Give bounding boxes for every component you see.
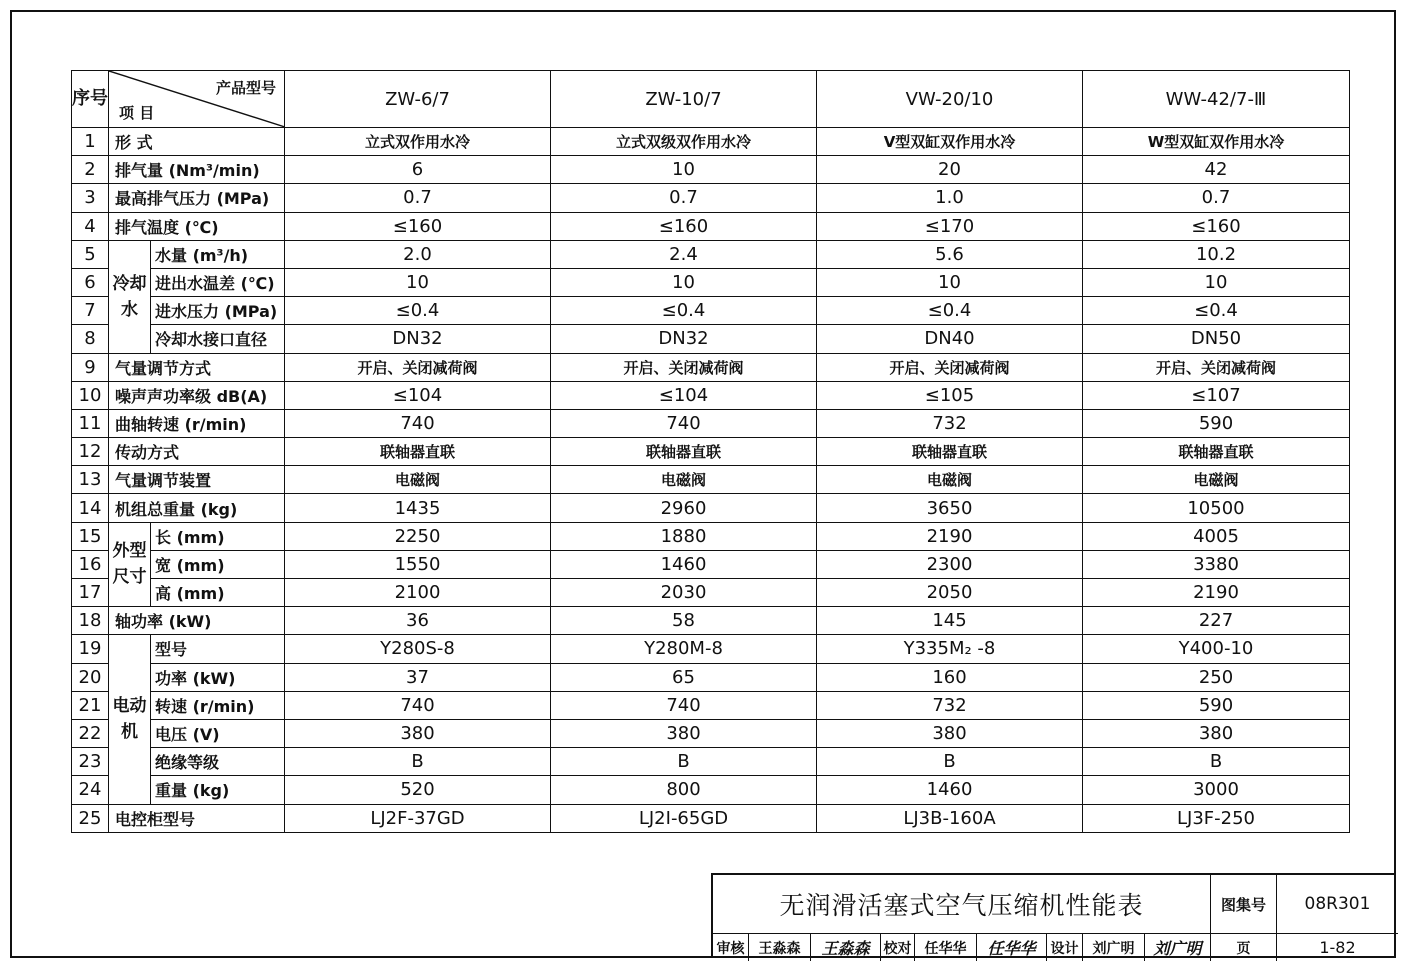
value-cell: Y280S-8 bbox=[285, 635, 551, 663]
value-cell: 开启、关闭减荷阀 bbox=[285, 353, 551, 381]
diagonal-header bbox=[109, 71, 285, 128]
row-label: 重量 (kg) bbox=[151, 776, 285, 804]
row-label: 型号 bbox=[151, 635, 285, 663]
value-cell: ≤104 bbox=[551, 381, 817, 409]
page-number: 1-82 bbox=[1319, 938, 1356, 957]
row-number: 14 bbox=[72, 494, 109, 522]
value-cell: ≤104 bbox=[285, 381, 551, 409]
row-label: 进出水温差 (℃) bbox=[151, 268, 285, 296]
row-number: 9 bbox=[72, 353, 109, 381]
value-cell: 开启、关闭减荷阀 bbox=[817, 353, 1083, 381]
value-cell: 65 bbox=[551, 663, 817, 691]
review-name: 王淼森 bbox=[749, 934, 811, 961]
value-cell: ≤160 bbox=[551, 212, 817, 240]
value-cell: DN32 bbox=[551, 325, 817, 353]
value-cell: 2.0 bbox=[285, 240, 551, 268]
row-label: 绝缘等级 bbox=[151, 748, 285, 776]
table-row bbox=[72, 409, 1350, 437]
value-cell: 4005 bbox=[1083, 522, 1350, 550]
value-cell: ≤0.4 bbox=[285, 297, 551, 325]
value-cell: 2190 bbox=[817, 522, 1083, 550]
value-cell: 732 bbox=[817, 691, 1083, 719]
row-label: 曲轴转速 (r/min) bbox=[109, 409, 285, 437]
value-cell: 1460 bbox=[551, 550, 817, 578]
performance-table bbox=[71, 70, 1350, 833]
row-label: 形 式 bbox=[109, 128, 285, 156]
check-label: 校对 bbox=[881, 934, 915, 961]
row-label: 转速 (r/min) bbox=[151, 691, 285, 719]
group-dimensions: 外型尺寸 bbox=[109, 522, 151, 607]
model-col-3: VW-20/10 bbox=[817, 71, 1083, 128]
table-row bbox=[72, 128, 1350, 156]
value-cell: 2030 bbox=[551, 579, 817, 607]
value-cell: ≤0.4 bbox=[551, 297, 817, 325]
value-cell: 电磁阀 bbox=[551, 466, 817, 494]
row-label: 气量调节方式 bbox=[109, 353, 285, 381]
value-cell: 2190 bbox=[1083, 579, 1350, 607]
value-cell: DN32 bbox=[285, 325, 551, 353]
row-label: 排气温度 (℃) bbox=[109, 212, 285, 240]
row-number: 2 bbox=[72, 156, 109, 184]
value-cell: 740 bbox=[285, 409, 551, 437]
check-signature: 任华华 bbox=[977, 934, 1047, 961]
value-cell: 立式双级双作用水冷 bbox=[551, 128, 817, 156]
value-cell: ≤105 bbox=[817, 381, 1083, 409]
value-cell: 2100 bbox=[285, 579, 551, 607]
value-cell: 740 bbox=[551, 409, 817, 437]
value-cell: 42 bbox=[1083, 156, 1350, 184]
row-number: 1 bbox=[72, 128, 109, 156]
row-number: 13 bbox=[72, 466, 109, 494]
value-cell: 2250 bbox=[285, 522, 551, 550]
value-cell: 36 bbox=[285, 607, 551, 635]
row-label: 宽 (mm) bbox=[151, 550, 285, 578]
value-cell: W型双缸双作用水冷 bbox=[1083, 128, 1350, 156]
value-cell: 电磁阀 bbox=[1083, 466, 1350, 494]
value-cell: 电磁阀 bbox=[285, 466, 551, 494]
group-motor: 电动机 bbox=[109, 635, 151, 804]
value-cell: 0.7 bbox=[551, 184, 817, 212]
value-cell: 5.6 bbox=[817, 240, 1083, 268]
row-number: 24 bbox=[72, 776, 109, 804]
value-cell: ≤0.4 bbox=[817, 297, 1083, 325]
value-cell: ≤160 bbox=[1083, 212, 1350, 240]
value-cell: 380 bbox=[1083, 719, 1350, 747]
value-cell: 0.7 bbox=[1083, 184, 1350, 212]
row-number: 8 bbox=[72, 325, 109, 353]
row-number: 16 bbox=[72, 550, 109, 578]
table-row bbox=[72, 607, 1350, 635]
row-label: 水量 (m³/h) bbox=[151, 240, 285, 268]
value-cell: B bbox=[1083, 748, 1350, 776]
value-cell: LJ3F-250 bbox=[1083, 804, 1350, 832]
value-cell: 电磁阀 bbox=[817, 466, 1083, 494]
value-cell: 590 bbox=[1083, 409, 1350, 437]
table-row bbox=[72, 635, 1350, 663]
value-cell: V型双缸双作用水冷 bbox=[817, 128, 1083, 156]
table-row bbox=[72, 748, 1350, 776]
table-row bbox=[72, 466, 1350, 494]
value-cell: 2300 bbox=[817, 550, 1083, 578]
value-cell: ≤160 bbox=[285, 212, 551, 240]
value-cell: 0.7 bbox=[285, 184, 551, 212]
value-cell: 1550 bbox=[285, 550, 551, 578]
row-number: 23 bbox=[72, 748, 109, 776]
value-cell: 740 bbox=[285, 691, 551, 719]
signature-row bbox=[713, 933, 1398, 960]
value-cell: 380 bbox=[285, 719, 551, 747]
row-number: 7 bbox=[72, 297, 109, 325]
table-row bbox=[72, 550, 1350, 578]
review-signature: 王淼森 bbox=[811, 934, 881, 961]
row-label: 气量调节装置 bbox=[109, 466, 285, 494]
title-block bbox=[711, 873, 1396, 958]
atlas-label: 图集号 bbox=[1211, 875, 1277, 933]
row-number: 10 bbox=[72, 381, 109, 409]
header-row bbox=[72, 71, 1350, 128]
design-signature: 刘广明 bbox=[1145, 934, 1211, 961]
seq-header: 序号 bbox=[72, 71, 109, 128]
row-number: 3 bbox=[72, 184, 109, 212]
table-row bbox=[72, 438, 1350, 466]
value-cell: 740 bbox=[551, 691, 817, 719]
model-col-4: WW-42/7-Ⅲ bbox=[1083, 71, 1350, 128]
value-cell: DN40 bbox=[817, 325, 1083, 353]
row-label: 机组总重量 (kg) bbox=[109, 494, 285, 522]
design-label: 设计 bbox=[1047, 934, 1083, 961]
value-cell: ≤170 bbox=[817, 212, 1083, 240]
row-number: 22 bbox=[72, 719, 109, 747]
table-row bbox=[72, 579, 1350, 607]
table-row bbox=[72, 381, 1350, 409]
value-cell: 58 bbox=[551, 607, 817, 635]
value-cell: ≤107 bbox=[1083, 381, 1350, 409]
atlas-number: 08R301 bbox=[1304, 894, 1371, 914]
value-cell: LJ2F-37GD bbox=[285, 804, 551, 832]
value-cell: 10 bbox=[285, 268, 551, 296]
row-label: 长 (mm) bbox=[151, 522, 285, 550]
drawing-title: 无润滑活塞式空气压缩机性能表 bbox=[713, 875, 1211, 933]
table-row bbox=[72, 268, 1350, 296]
value-cell: ≤0.4 bbox=[1083, 297, 1350, 325]
row-number: 25 bbox=[72, 804, 109, 832]
value-cell: 1.0 bbox=[817, 184, 1083, 212]
model-col-2: ZW-10/7 bbox=[551, 71, 817, 128]
value-cell: 250 bbox=[1083, 663, 1350, 691]
value-cell: 6 bbox=[285, 156, 551, 184]
value-cell: LJ3B-160A bbox=[817, 804, 1083, 832]
row-label: 噪声声功率级 dB(A) bbox=[109, 381, 285, 409]
value-cell: 3000 bbox=[1083, 776, 1350, 804]
model-header: 产品型号 bbox=[215, 79, 276, 97]
row-number: 21 bbox=[72, 691, 109, 719]
value-cell: Y280M-8 bbox=[551, 635, 817, 663]
group-cooling-water: 冷却水 bbox=[109, 240, 151, 353]
value-cell: B bbox=[285, 748, 551, 776]
table-row bbox=[72, 212, 1350, 240]
item-header: 项 目 bbox=[119, 104, 155, 122]
value-cell: 10500 bbox=[1083, 494, 1350, 522]
table-row bbox=[72, 156, 1350, 184]
row-label: 功率 (kW) bbox=[151, 663, 285, 691]
row-label: 电控柜型号 bbox=[109, 804, 285, 832]
model-col-1: ZW-6/7 bbox=[285, 71, 551, 128]
table-row bbox=[72, 663, 1350, 691]
table-row bbox=[72, 719, 1350, 747]
value-cell: 联轴器直联 bbox=[551, 438, 817, 466]
table-row bbox=[72, 494, 1350, 522]
value-cell: 145 bbox=[817, 607, 1083, 635]
value-cell: 联轴器直联 bbox=[1083, 438, 1350, 466]
review-label: 审核 bbox=[713, 934, 749, 961]
value-cell: B bbox=[817, 748, 1083, 776]
value-cell: 380 bbox=[817, 719, 1083, 747]
row-label: 轴功率 (kW) bbox=[109, 607, 285, 635]
check-name: 任华华 bbox=[915, 934, 977, 961]
value-cell: LJ2I-65GD bbox=[551, 804, 817, 832]
value-cell: Y400-10 bbox=[1083, 635, 1350, 663]
table-row bbox=[72, 522, 1350, 550]
value-cell: DN50 bbox=[1083, 325, 1350, 353]
row-number: 17 bbox=[72, 579, 109, 607]
value-cell: 10 bbox=[817, 268, 1083, 296]
value-cell: 10 bbox=[551, 156, 817, 184]
value-cell: B bbox=[551, 748, 817, 776]
row-number: 18 bbox=[72, 607, 109, 635]
value-cell: 开启、关闭减荷阀 bbox=[1083, 353, 1350, 381]
table-row bbox=[72, 804, 1350, 832]
row-label: 进水压力 (MPa) bbox=[151, 297, 285, 325]
value-cell: 1880 bbox=[551, 522, 817, 550]
value-cell: 520 bbox=[285, 776, 551, 804]
table-row bbox=[72, 240, 1350, 268]
row-number: 6 bbox=[72, 268, 109, 296]
value-cell: 1460 bbox=[817, 776, 1083, 804]
value-cell: 800 bbox=[551, 776, 817, 804]
row-number: 4 bbox=[72, 212, 109, 240]
row-label: 最高排气压力 (MPa) bbox=[109, 184, 285, 212]
table-row bbox=[72, 776, 1350, 804]
row-number: 11 bbox=[72, 409, 109, 437]
value-cell: 1435 bbox=[285, 494, 551, 522]
value-cell: 3380 bbox=[1083, 550, 1350, 578]
value-cell: 10.2 bbox=[1083, 240, 1350, 268]
row-number: 15 bbox=[72, 522, 109, 550]
row-label: 高 (mm) bbox=[151, 579, 285, 607]
table-row bbox=[72, 184, 1350, 212]
row-number: 20 bbox=[72, 663, 109, 691]
row-number: 5 bbox=[72, 240, 109, 268]
value-cell: 3650 bbox=[817, 494, 1083, 522]
value-cell: 20 bbox=[817, 156, 1083, 184]
row-label: 冷却水接口直径 bbox=[151, 325, 285, 353]
value-cell: 2050 bbox=[817, 579, 1083, 607]
value-cell: Y335M₂ -8 bbox=[817, 635, 1083, 663]
row-number: 12 bbox=[72, 438, 109, 466]
value-cell: 227 bbox=[1083, 607, 1350, 635]
value-cell: 2.4 bbox=[551, 240, 817, 268]
page-label: 页 bbox=[1211, 934, 1277, 961]
table-row bbox=[72, 325, 1350, 353]
row-number: 19 bbox=[72, 635, 109, 663]
value-cell: 立式双作用水冷 bbox=[285, 128, 551, 156]
value-cell: 10 bbox=[1083, 268, 1350, 296]
value-cell: 160 bbox=[817, 663, 1083, 691]
row-label: 排气量 (Nm³/min) bbox=[109, 156, 285, 184]
value-cell: 联轴器直联 bbox=[285, 438, 551, 466]
design-name: 刘广明 bbox=[1083, 934, 1145, 961]
table-row bbox=[72, 691, 1350, 719]
row-label: 电压 (V) bbox=[151, 719, 285, 747]
value-cell: 590 bbox=[1083, 691, 1350, 719]
value-cell: 联轴器直联 bbox=[817, 438, 1083, 466]
value-cell: 2960 bbox=[551, 494, 817, 522]
table-row bbox=[72, 353, 1350, 381]
value-cell: 37 bbox=[285, 663, 551, 691]
row-label: 传动方式 bbox=[109, 438, 285, 466]
value-cell: 10 bbox=[551, 268, 817, 296]
value-cell: 开启、关闭减荷阀 bbox=[551, 353, 817, 381]
table-row bbox=[72, 297, 1350, 325]
value-cell: 732 bbox=[817, 409, 1083, 437]
value-cell: 380 bbox=[551, 719, 817, 747]
